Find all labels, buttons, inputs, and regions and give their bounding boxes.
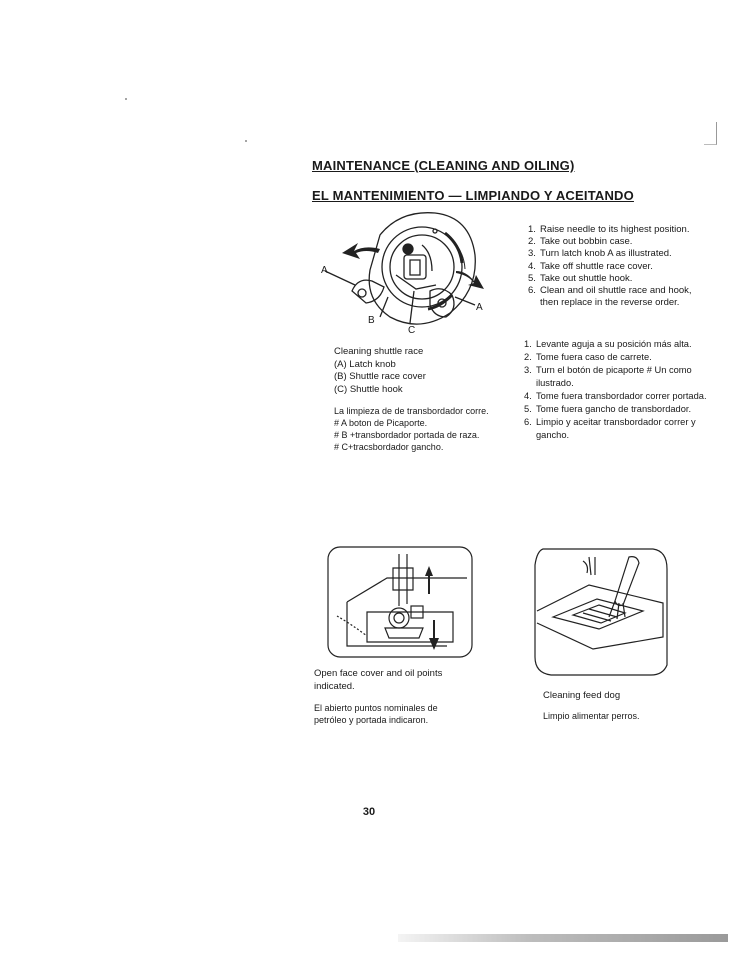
list-item: 3. Turn latch knob A as illustrated.: [528, 248, 672, 260]
list-item: 5. Take out shuttle hook.: [528, 272, 633, 284]
figure3-caption-spanish: Limpio alimentar perros.: [543, 711, 640, 721]
page-number: 30: [362, 806, 376, 818]
figure3-caption-english: Cleaning feed dog: [543, 690, 621, 701]
list-item: 4. Tome fuera transbordador correr portada.: [524, 391, 707, 401]
caption-line: # A boton de Picaporte.: [334, 418, 428, 428]
list-item: 3. Turn el botón de picaporte # Un como: [524, 365, 692, 375]
list-item: 4. Take off shuttle race cover.: [528, 260, 653, 272]
heading-spanish: EL MANTENIMIENTO — LIMPIANDO Y ACEITANDO: [312, 188, 634, 203]
list-item: then replace in the reverse order.: [540, 297, 680, 309]
caption-line: (C) Shuttle hook: [334, 383, 403, 395]
scan-speck: [245, 140, 247, 142]
caption-line: # C+tracsbordador gancho.: [334, 442, 444, 452]
caption-line: Open face cover and oil points: [314, 668, 443, 679]
caption-line: indicated.: [314, 680, 355, 692]
steps-english: [528, 224, 692, 309]
scan-mark: [704, 122, 717, 145]
caption-line: El abierto puntos nominales de: [314, 703, 438, 713]
list-item: 1. Levante aguja a su posición más alta.: [524, 339, 692, 349]
list-item: 5. Tome fuera gancho de transbordador.: [524, 404, 692, 414]
list-item: 2. Take out bobbin case.: [528, 236, 633, 248]
steps-spanish: [524, 338, 707, 442]
scan-speck: [125, 98, 127, 100]
caption-line: (B) Shuttle race cover: [334, 371, 426, 382]
figure2-caption-spanish: [314, 702, 438, 726]
list-item: 1. Raise needle to its highest position.: [528, 224, 690, 235]
heading-english: MAINTENANCE (CLEANING AND OILING): [312, 158, 575, 173]
figure1-caption-spanish: [334, 405, 489, 453]
feed-dog-diagram: [533, 545, 669, 677]
figure2-caption-english: [314, 668, 442, 693]
list-item: gancho.: [536, 430, 570, 440]
caption-line: # B +transbordador portada de raza.: [334, 430, 480, 440]
list-item: 6. Clean and oil shuttle race and hook,: [528, 285, 692, 297]
scan-edge-shadow: [398, 934, 728, 942]
caption-line: (A) Latch knob: [334, 358, 396, 370]
caption-line: La limpieza de de transbordador corre.: [334, 406, 489, 416]
list-item: 2. Tome fuera caso de carrete.: [524, 352, 652, 362]
figure1-caption-english: [334, 346, 426, 396]
caption-line: petróleo y portada indicaron.: [314, 715, 429, 725]
label-c: C: [408, 325, 416, 336]
face-cover-diagram: [327, 546, 473, 658]
list-item: ilustrado.: [536, 378, 574, 388]
caption-line: Cleaning shuttle race: [334, 346, 424, 357]
label-a-right: A: [476, 302, 483, 313]
list-item: 6. Limpio y aceitar transbordador correr y: [524, 417, 696, 427]
shuttle-race-diagram: [310, 205, 510, 343]
label-b: B: [368, 315, 375, 326]
label-a-left: A: [321, 265, 328, 276]
